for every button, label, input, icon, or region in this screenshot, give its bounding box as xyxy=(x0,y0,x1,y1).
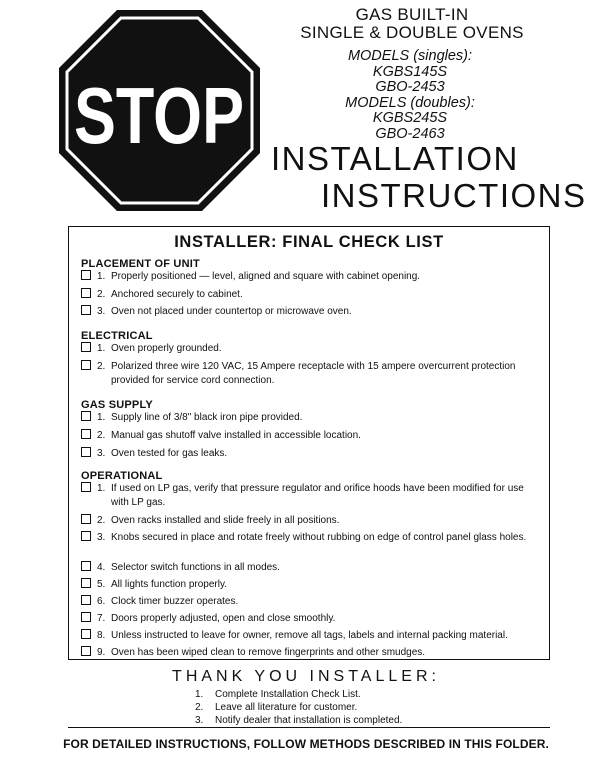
check-item[interactable] xyxy=(81,578,543,592)
checkbox[interactable] xyxy=(81,531,91,541)
item-text: If used on LP gas, verify that pressure regulator and orifice hoods have been modified for use with LP gas. xyxy=(111,483,524,508)
stop-text: STOP xyxy=(74,71,244,160)
models-block xyxy=(300,49,520,142)
check-item[interactable] xyxy=(81,429,543,443)
check-item[interactable] xyxy=(81,612,543,626)
item-text: Complete Installation Check List. xyxy=(215,689,361,700)
item-number: 2. xyxy=(97,361,106,372)
checkbox[interactable] xyxy=(81,288,91,298)
item-number: 3. xyxy=(97,448,106,459)
title-line-2: SINGLE & DOUBLE OVENS xyxy=(300,23,524,42)
item-number: 3. xyxy=(195,715,204,726)
check-item[interactable] xyxy=(81,411,543,425)
section-heading: OPERATIONAL xyxy=(81,470,163,482)
check-item[interactable] xyxy=(81,342,543,356)
item-text: Leave all literature for customer. xyxy=(215,702,358,713)
item-number: 1. xyxy=(97,343,106,354)
checkbox[interactable] xyxy=(81,514,91,524)
item-number: 2. xyxy=(97,515,106,526)
item-number: 1. xyxy=(97,271,106,282)
section-heading: GAS SUPPLY xyxy=(81,399,153,411)
item-text: Selector switch functions in all modes. xyxy=(111,562,280,573)
check-item[interactable] xyxy=(81,646,543,660)
item-text: Notify dealer that installation is completed. xyxy=(215,715,403,726)
item-text: Properly positioned — level, aligned and square with cabinet opening. xyxy=(111,271,421,282)
item-text: Oven not placed under countertop or microwave oven. xyxy=(111,306,352,317)
checkbox[interactable] xyxy=(81,305,91,315)
model-single-2: GBO-2453 xyxy=(375,79,445,95)
check-item[interactable] xyxy=(81,482,543,509)
check-list-title: INSTALLER: FINAL CHECK LIST xyxy=(174,233,444,251)
item-number: 8. xyxy=(97,630,106,641)
footer-note: FOR DETAILED INSTRUCTIONS, FOLLOW METHODS DESCRIBED IN THIS FOLDER. xyxy=(63,737,549,751)
item-text: Unless instructed to leave for owner, remove all tags, labels and internal packing material. xyxy=(111,630,508,641)
item-number: 1. xyxy=(97,412,106,423)
item-number: 6. xyxy=(97,596,106,607)
item-text: Manual gas shutoff valve installed in accessible location. xyxy=(111,430,361,441)
models-singles-label: MODELS (singles): xyxy=(347,48,473,64)
item-text: Supply line of 3/8" black iron pipe provided. xyxy=(111,412,303,423)
item-number: 1. xyxy=(195,689,204,700)
item-number: 2. xyxy=(195,702,204,713)
divider xyxy=(68,727,550,728)
heading-instructions: INSTRUCTIONS xyxy=(321,177,587,214)
checkbox[interactable] xyxy=(81,578,91,588)
item-text: Anchored securely to cabinet. xyxy=(111,289,243,300)
check-item[interactable] xyxy=(81,514,543,528)
model-single-1: KGBS145S xyxy=(372,63,448,80)
item-text: Oven racks installed and slide freely in all positions. xyxy=(111,515,340,526)
checkbox[interactable] xyxy=(81,612,91,622)
checkbox[interactable] xyxy=(81,561,91,571)
title-line-1: GAS BUILT-IN xyxy=(355,5,469,24)
item-number: 9. xyxy=(97,647,106,658)
section-heading: PLACEMENT OF UNIT xyxy=(81,258,200,270)
check-item[interactable] xyxy=(81,561,543,575)
item-text: Clock timer buzzer operates. xyxy=(111,596,239,607)
stop-sign xyxy=(58,9,261,212)
checkbox[interactable] xyxy=(81,629,91,639)
item-number: 4. xyxy=(97,562,106,573)
check-item[interactable] xyxy=(81,629,543,643)
item-number: 1. xyxy=(97,483,106,494)
item-number: 5. xyxy=(97,579,106,590)
item-number: 3. xyxy=(97,306,106,317)
item-text: Polarized three wire 120 VAC, 15 Ampere receptacle with 15 ampere overcurrent protection provided for service cord connection. xyxy=(111,361,516,386)
checkbox[interactable] xyxy=(81,270,91,280)
thank-you-heading: THANK YOU INSTALLER: xyxy=(172,668,440,685)
list-item xyxy=(195,688,402,701)
checkbox[interactable] xyxy=(81,360,91,370)
checkbox[interactable] xyxy=(81,447,91,457)
list-item xyxy=(195,701,402,714)
item-number: 2. xyxy=(97,289,106,300)
stop-octagon-icon xyxy=(58,9,261,212)
list-item xyxy=(195,714,402,727)
item-number: 7. xyxy=(97,613,106,624)
check-item[interactable] xyxy=(81,305,543,319)
final-check-list xyxy=(68,226,550,660)
thank-you-list xyxy=(195,688,402,727)
check-item[interactable] xyxy=(81,595,543,609)
model-double-2: GBO-2463 xyxy=(375,125,445,142)
checkbox[interactable] xyxy=(81,595,91,605)
checkbox[interactable] xyxy=(81,411,91,421)
product-title xyxy=(262,6,562,42)
item-text: Knobs secured in place and rotate freely without rubbing on edge of control panel glass holes. xyxy=(111,532,527,543)
item-number: 2. xyxy=(97,430,106,441)
item-number: 3. xyxy=(97,532,106,543)
item-text: Oven tested for gas leaks. xyxy=(111,448,228,459)
models-doubles-label: MODELS (doubles): xyxy=(345,94,475,111)
heading-installation: INSTALLATION xyxy=(271,140,519,177)
checkbox[interactable] xyxy=(81,342,91,352)
item-text: Oven properly grounded. xyxy=(111,343,222,354)
check-item[interactable] xyxy=(81,360,543,387)
item-text: Doors properly adjusted, open and close smoothly. xyxy=(111,613,336,624)
check-item[interactable] xyxy=(81,531,543,545)
model-double-1: KGBS245S xyxy=(372,110,448,126)
check-item[interactable] xyxy=(81,288,543,302)
check-item[interactable] xyxy=(81,270,543,284)
checkbox[interactable] xyxy=(81,646,91,656)
checkbox[interactable] xyxy=(81,429,91,439)
check-item[interactable] xyxy=(81,447,543,461)
checkbox[interactable] xyxy=(81,482,91,492)
item-text: Oven has been wiped clean to remove fingerprints and other smudges. xyxy=(111,647,426,658)
item-text: All lights function properly. xyxy=(111,579,227,590)
section-heading: ELECTRICAL xyxy=(81,330,153,342)
